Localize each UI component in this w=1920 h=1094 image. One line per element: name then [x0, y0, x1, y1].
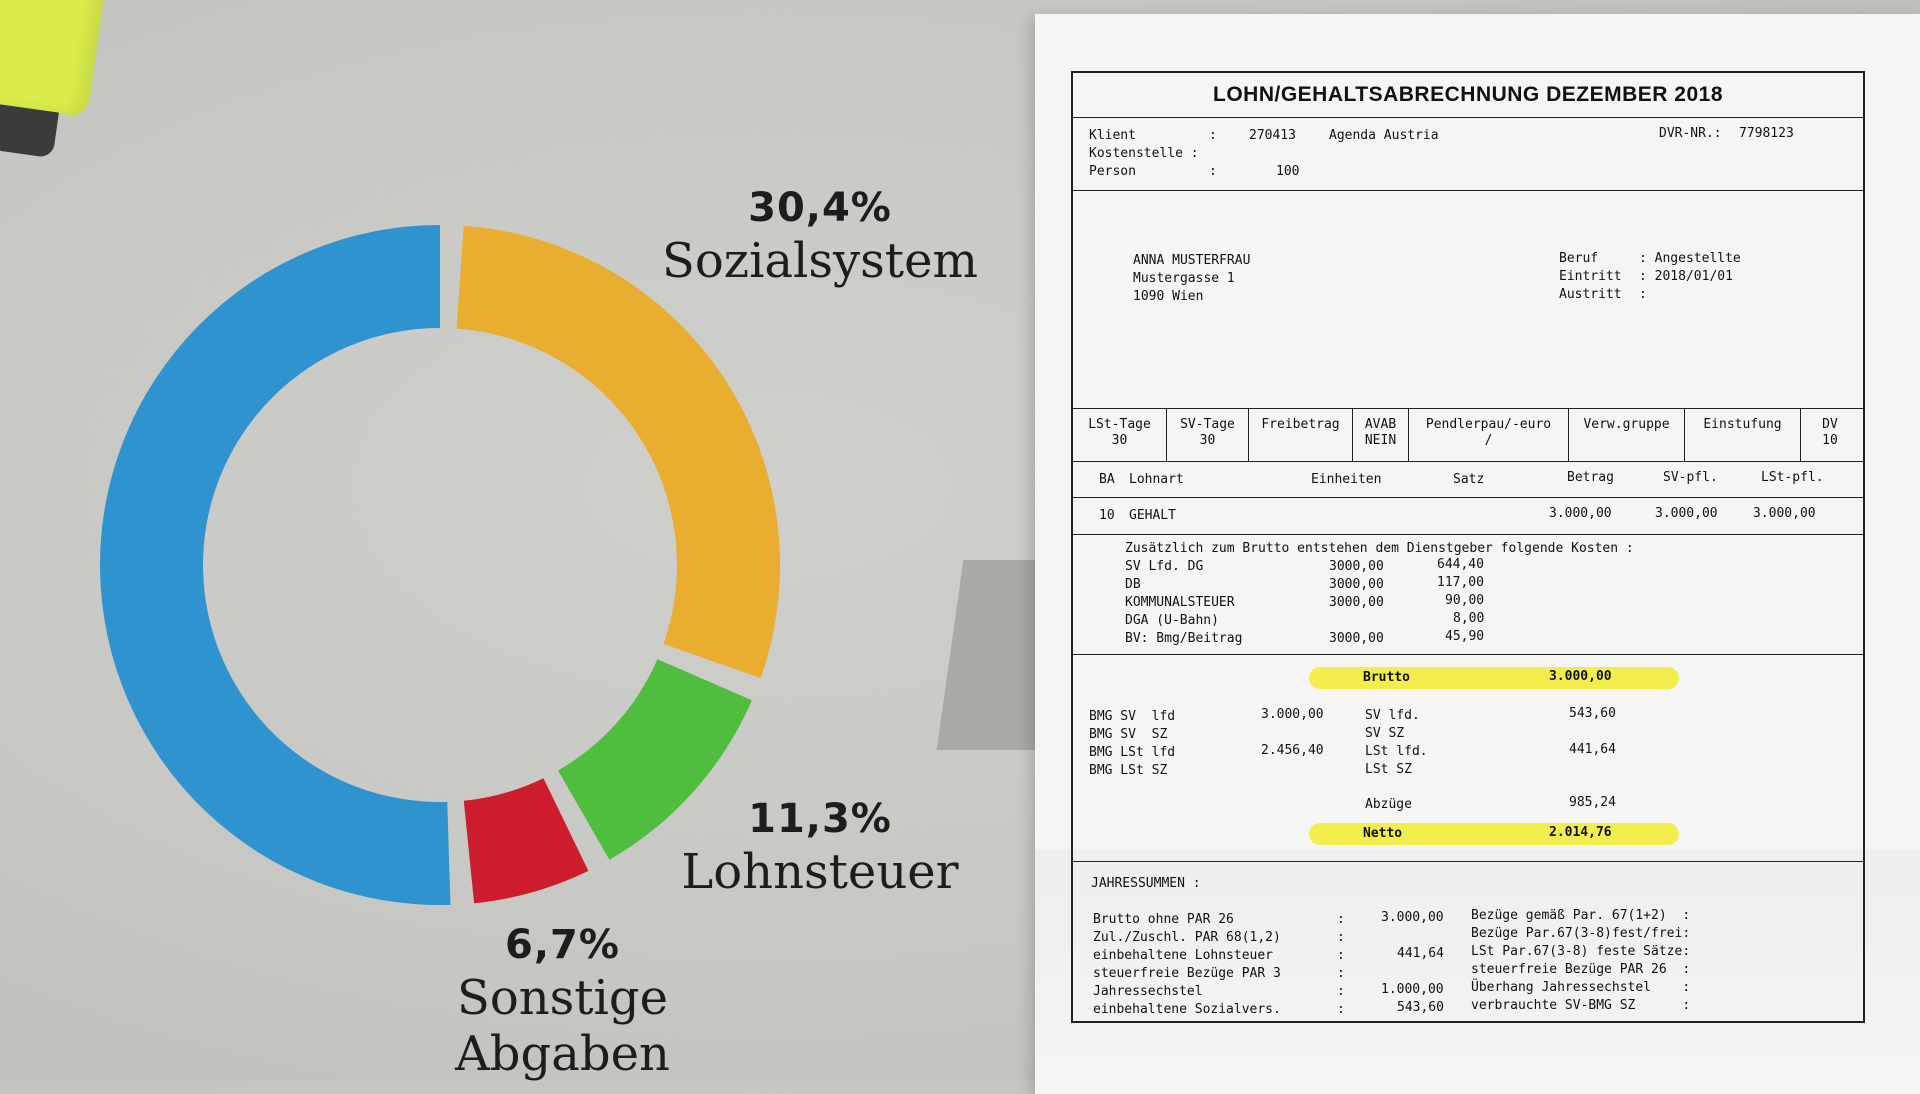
bmg-name: BMG SV SZ: [1089, 727, 1168, 742]
grid-cell: [1801, 409, 1859, 461]
person-label: Person: [1089, 164, 1136, 179]
cost-amount: 45,90: [1445, 629, 1485, 644]
col-satz: Satz: [1453, 472, 1485, 487]
sonstige-name: Sonstige Abgaben: [455, 970, 670, 1082]
costs-intro: Zusätzlich zum Brutto entstehen dem Dienstgeber folgende Kosten :: [1125, 541, 1634, 556]
sozialsystem-percent: 30,4%: [748, 185, 892, 231]
klient-number: 270413: [1249, 128, 1296, 143]
employee-address: [1073, 191, 1863, 409]
col-betrag: Betrag: [1567, 470, 1614, 485]
cost-name: DGA (U-Bahn): [1125, 613, 1219, 628]
lohnsteuer-percent: 11,3%: [748, 796, 892, 842]
annual-right-item: Bezüge Par.67(3-8)fest/frei:: [1471, 926, 1691, 941]
grid-header: Freibetrag: [1261, 417, 1340, 432]
cost-amount: 117,00: [1437, 575, 1484, 590]
label-sonstige: [345, 922, 780, 1082]
grid-header: DV: [1822, 417, 1838, 432]
employee-name: ANNA MUSTERFRAU: [1133, 253, 1251, 268]
annual-left-name: einbehaltene Sozialvers.: [1093, 1002, 1281, 1017]
cost-name: DB: [1125, 577, 1141, 592]
annual-totals: [1073, 862, 1863, 1025]
lohnsteuer-name: Lohnsteuer: [681, 844, 959, 900]
abzuege-label: Abzüge: [1365, 797, 1412, 812]
bmg-value: 3.000,00: [1261, 707, 1324, 722]
annual-right-item: Überhang Jahressechstel :: [1471, 980, 1691, 995]
cost-base: 3000,00: [1329, 577, 1384, 592]
grid-cell: [1073, 409, 1167, 461]
deduction-name: SV lfd.: [1365, 708, 1420, 723]
cost-amount: 8,00: [1453, 611, 1485, 626]
klient-name: Agenda Austria: [1329, 128, 1439, 143]
cost-base: 3000,00: [1329, 595, 1384, 610]
column-headers: [1073, 462, 1863, 498]
calculation-block: [1073, 655, 1863, 862]
annual-left-name: steuerfreie Bezüge PAR 3: [1093, 966, 1281, 981]
slice-sonstige-abgaben: [464, 778, 589, 903]
klient-sep: :: [1209, 128, 1217, 143]
client-header: [1073, 118, 1863, 191]
dvr-label: DVR-NR.:: [1659, 126, 1722, 141]
grid-header: Pendlerpau/-euro: [1425, 417, 1552, 432]
annual-right-item: steuerfreie Bezüge PAR 26 :: [1471, 962, 1691, 977]
salary-betrag: 3.000,00: [1549, 506, 1612, 521]
deduction-name: SV SZ: [1365, 726, 1405, 741]
grid-value: /: [1484, 433, 1493, 448]
grid-cell: [1685, 409, 1801, 461]
label-lohnsteuer: [660, 796, 980, 900]
grid-value: NEIN: [1364, 433, 1397, 448]
payslip: [1071, 71, 1865, 1023]
deduction-name: LSt SZ: [1365, 762, 1412, 777]
sozialsystem-name: Sozialsystem: [662, 233, 978, 289]
grid-cell: [1167, 409, 1249, 461]
employee-street: Mustergasse 1: [1133, 271, 1235, 286]
grid-header: SV-Tage: [1180, 417, 1235, 432]
salary-row: [1073, 498, 1863, 535]
cost-name: KOMMUNALSTEUER: [1125, 595, 1235, 610]
sonstige-percent: 6,7%: [505, 922, 620, 968]
person-sep: :: [1209, 164, 1217, 179]
salary-lohnart: GEHALT: [1129, 508, 1176, 523]
cost-name: BV: Bmg/Beitrag: [1125, 631, 1243, 646]
grid-value: 30: [1111, 433, 1128, 448]
col-svpfl: SV-pfl.: [1663, 470, 1718, 485]
grid-cell: [1569, 409, 1685, 461]
payslip-title: LOHN/GEHALTSABRECHNUNG DEZEMBER 2018: [1073, 73, 1863, 118]
annual-left-name: Zul./Zuschl. PAR 68(1,2): [1093, 930, 1281, 945]
beruf-value: : Angestellte: [1639, 251, 1741, 266]
grid-cell: [1249, 409, 1353, 461]
deduction-value: 543,60: [1569, 706, 1616, 721]
annual-right-item: Bezüge gemäß Par. 67(1+2) :: [1471, 908, 1691, 923]
grid-header: Einstufung: [1703, 417, 1782, 432]
col-ba: BA: [1099, 472, 1115, 487]
grid-value: 30: [1199, 433, 1216, 448]
col-lstpfl: LSt-pfl.: [1761, 470, 1824, 485]
annual-sep: :: [1337, 912, 1345, 927]
grid-cell: [1409, 409, 1569, 461]
grid-cell: [1353, 409, 1409, 461]
bmg-name: BMG SV lfd: [1089, 709, 1176, 724]
austritt-label: Austritt: [1559, 287, 1622, 302]
abzuege-value: 985,24: [1569, 795, 1616, 810]
annual-left-value: 441,64: [1397, 946, 1444, 961]
annual-right-item: LSt Par.67(3-8) feste Sätze:: [1471, 944, 1691, 959]
annual-left-value: 3.000,00: [1381, 910, 1444, 925]
cost-amount: 644,40: [1437, 557, 1484, 572]
annual-sep: :: [1337, 948, 1345, 963]
annual-left-value: 1.000,00: [1381, 982, 1444, 997]
grid-value: 10: [1822, 433, 1838, 448]
label-sozialsystem: [655, 185, 985, 289]
salary-svpfl: 3.000,00: [1655, 506, 1718, 521]
annual-sep: :: [1337, 930, 1345, 945]
dvr-value: 7798123: [1739, 126, 1794, 141]
person-value: 100: [1276, 164, 1300, 179]
eintritt-label: Eintritt: [1559, 269, 1622, 284]
cost-base: 3000,00: [1329, 631, 1384, 646]
annual-right-item: verbrauchte SV-BMG SZ :: [1471, 998, 1691, 1013]
grid-header: Verw.gruppe: [1583, 417, 1670, 432]
annual-title: JAHRESSUMMEN :: [1091, 876, 1201, 891]
annual-left-name: einbehaltene Lohnsteuer: [1093, 948, 1274, 963]
bmg-name: BMG LSt lfd: [1089, 745, 1176, 760]
brutto-value: 3.000,00: [1549, 669, 1612, 684]
col-lohnart: Lohnart: [1129, 472, 1184, 487]
deduction-name: LSt lfd.: [1365, 744, 1428, 759]
slice-sozialsystem: [457, 226, 780, 678]
slice-remaining: [100, 225, 450, 905]
attributes-grid: [1073, 409, 1863, 462]
cost-amount: 90,00: [1445, 593, 1485, 608]
salary-lstpfl: 3.000,00: [1753, 506, 1816, 521]
eintritt-value: : 2018/01/01: [1639, 269, 1733, 284]
brutto-label: Brutto: [1363, 670, 1410, 685]
austritt-value: :: [1639, 287, 1647, 302]
annual-left-name: Jahressechstel: [1093, 984, 1203, 999]
cost-name: SV Lfd. DG: [1125, 559, 1204, 574]
employee-city: 1090 Wien: [1133, 289, 1204, 304]
deduction-value: 441,64: [1569, 742, 1616, 757]
salary-ba: 10: [1099, 508, 1115, 523]
annual-sep: :: [1337, 984, 1345, 999]
annual-sep: :: [1337, 966, 1345, 981]
netto-label: Netto: [1363, 826, 1403, 841]
annual-left-value: 543,60: [1397, 1000, 1444, 1015]
bmg-value: 2.456,40: [1261, 743, 1324, 758]
annual-sep: :: [1337, 1002, 1345, 1017]
employer-costs: [1073, 535, 1863, 655]
bmg-name: BMG LSt SZ: [1089, 763, 1168, 778]
beruf-label: Beruf: [1559, 251, 1599, 266]
cost-base: 3000,00: [1329, 559, 1384, 574]
grid-header: LSt-Tage: [1088, 417, 1151, 432]
klient-label: Klient: [1089, 128, 1136, 143]
grid-header: AVAB: [1364, 417, 1397, 432]
kostenstelle-label: Kostenstelle :: [1089, 146, 1199, 161]
annual-left-name: Brutto ohne PAR 26: [1093, 912, 1234, 927]
netto-value: 2.014,76: [1549, 825, 1612, 840]
col-einheiten: Einheiten: [1311, 472, 1382, 487]
